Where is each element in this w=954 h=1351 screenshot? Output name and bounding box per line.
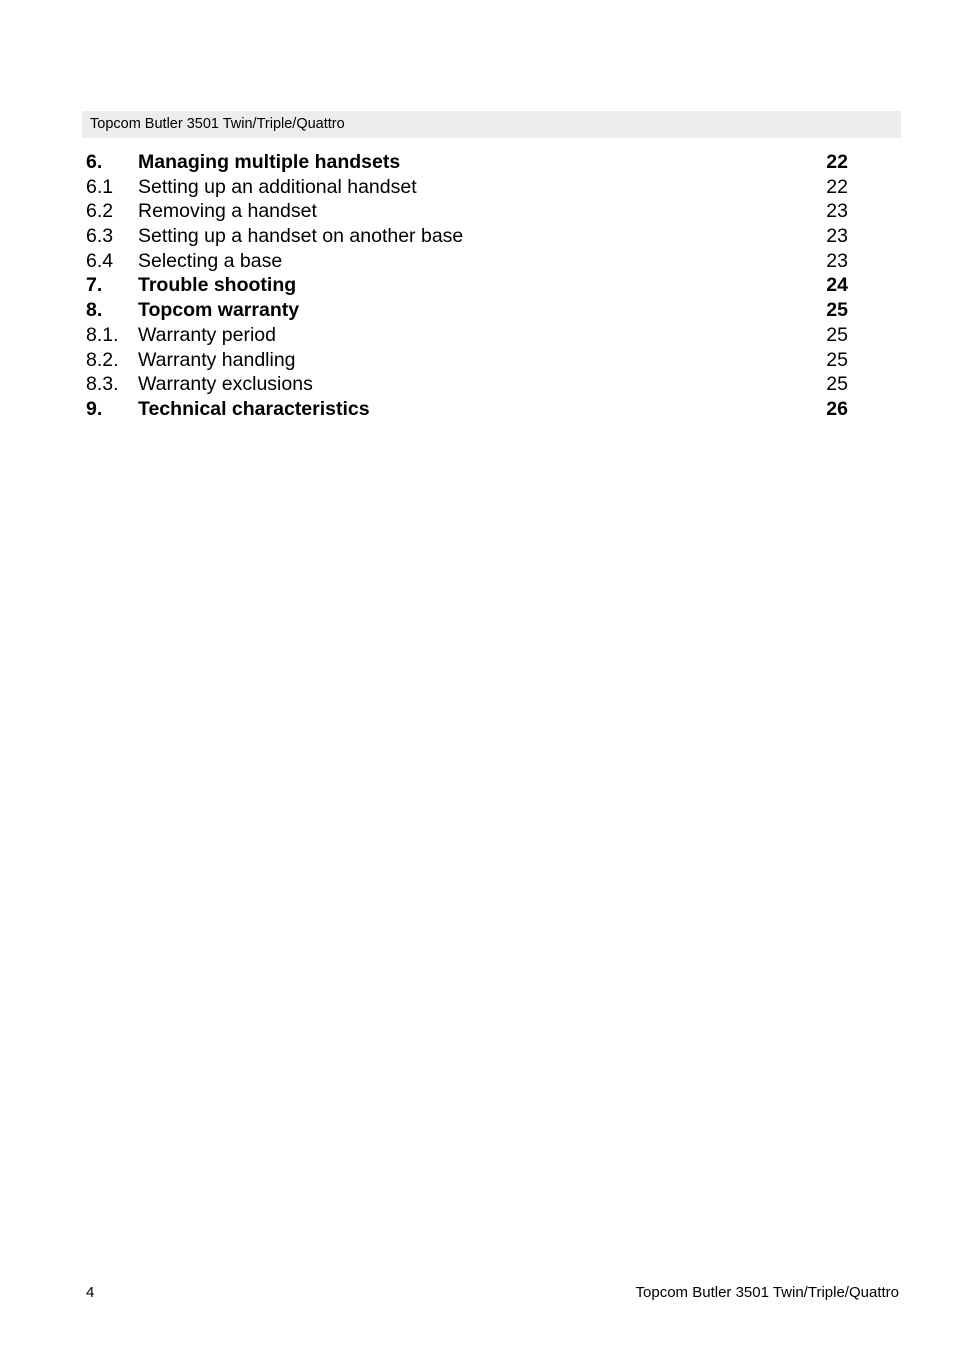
toc-entry-page: 25: [826, 323, 848, 346]
toc-entry: [86, 199, 850, 224]
toc-entry-page: 26: [826, 397, 848, 420]
toc-entry-title: Managing multiple handsets: [138, 151, 401, 173]
toc-entry-number: 6.: [86, 151, 103, 173]
toc-entry-title: Warranty exclusions: [138, 373, 313, 396]
toc-entry-number: 9.: [86, 397, 103, 420]
toc-entry: [86, 273, 850, 298]
running-header: [82, 111, 901, 138]
toc-entry: [86, 224, 850, 249]
toc-entry-page: 22: [826, 151, 848, 173]
toc-entry: [86, 348, 850, 373]
toc-entry-number: 6.3: [86, 225, 114, 248]
toc-entry-title: Technical characteristics: [138, 397, 370, 420]
toc-entry-number: 8.: [86, 299, 103, 322]
toc-entry-title: Trouble shooting: [138, 274, 297, 297]
running-header-title: Topcom Butler 3501 Twin/Triple/Quattro: [90, 116, 345, 132]
table-of-contents: [86, 150, 850, 422]
toc-entry-title: Removing a handset: [138, 200, 317, 223]
toc-entry-page: 23: [826, 225, 848, 248]
footer-page-number: 4: [86, 1284, 95, 1301]
toc-entry-title: Setting up a handset on another base: [138, 225, 464, 248]
toc-entry-page: 24: [826, 274, 848, 297]
toc-entry-title: Warranty period: [138, 323, 276, 346]
toc-entry-title: Setting up an additional handset: [138, 175, 417, 198]
toc-entry-page: 25: [826, 299, 848, 322]
toc-entry-number: 6.1: [86, 175, 114, 198]
toc-entry: [86, 397, 850, 422]
toc-entry: [86, 175, 850, 200]
toc-entry-title: Warranty handling: [138, 348, 296, 371]
toc-entry-page: 22: [826, 175, 848, 198]
toc-entry-page: 25: [826, 373, 848, 396]
toc-entry-number: 8.3.: [86, 373, 119, 396]
toc-entry-number: 6.4: [86, 249, 114, 272]
toc-entry-page: 23: [826, 200, 848, 223]
toc-entry: [86, 372, 850, 397]
footer-title: Topcom Butler 3501 Twin/Triple/Quattro: [635, 1284, 899, 1301]
toc-entry-title: Selecting a base: [138, 249, 283, 272]
toc-entry-number: 6.2: [86, 200, 114, 223]
toc-entry-number: 8.1.: [86, 323, 119, 346]
toc-entry: [86, 150, 850, 175]
toc-entry-number: 8.2.: [86, 348, 119, 371]
toc-entry-number: 7.: [86, 274, 103, 297]
toc-entry: [86, 323, 850, 348]
toc-entry-page: 25: [826, 348, 848, 371]
toc-entry-title: Topcom warranty: [138, 299, 300, 322]
toc-entry: [86, 249, 850, 274]
toc-entry: [86, 298, 850, 323]
toc-entry-page: 23: [826, 249, 848, 272]
